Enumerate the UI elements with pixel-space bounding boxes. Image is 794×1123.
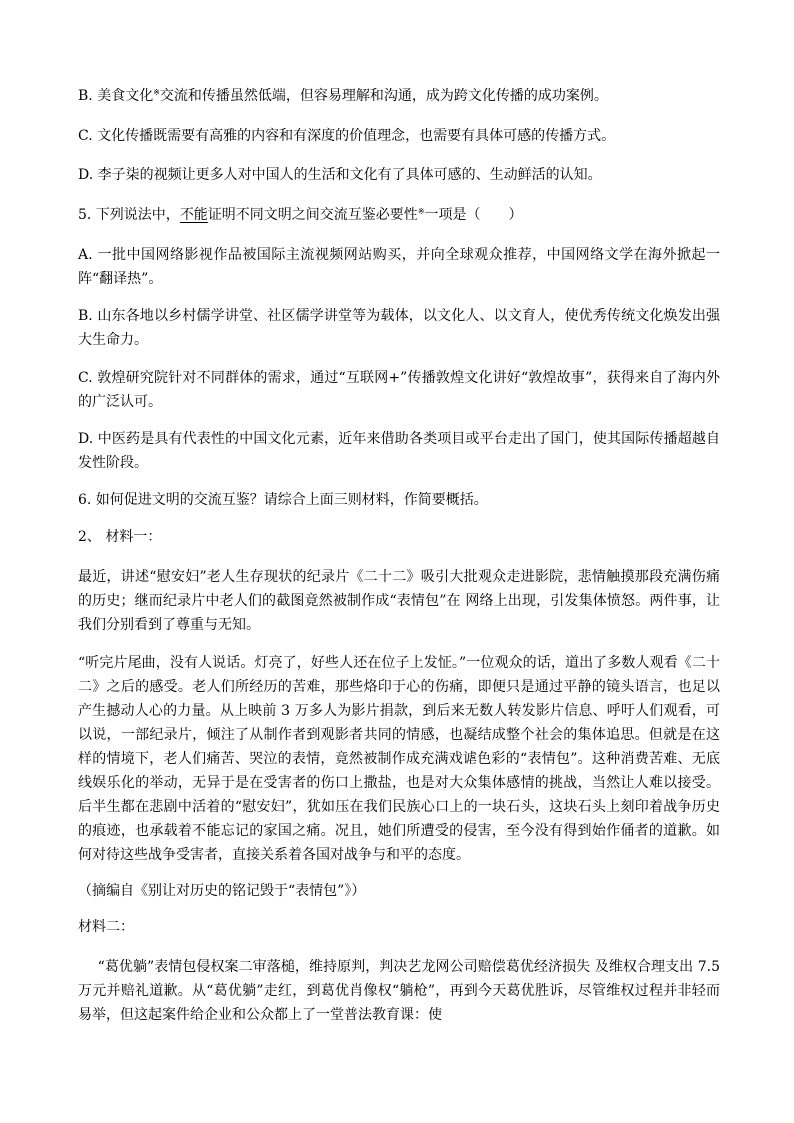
material-1-paragraph-1: 最近，讲述“慰安妇”老人生存现状的纪录片《二十二》吸引大批观众走进影院，悲情触摸那段充满伤痛的历史；继而纪录片中老人们的截图竟然被制作成“表情包”在 网络上出现，引发集体愤怒。两件事，让我们分别看到了尊重与无知。 xyxy=(78,569,720,633)
option-b: B. 美食文化※交流和传播虽然低端，但容易理解和沟通，成为跨文化传播的成功案例。 xyxy=(78,88,608,104)
material-1-source: （摘编自《别让对历史的铭记毁于“表情包”》） xyxy=(78,883,366,899)
question-5: 5. 下列说法中，不能证明不同文明之间交流互鉴必要性※一项是（ ） xyxy=(78,207,523,223)
question-5-option-d: D. 中医药是具有代表性的中国文化元素，近年来借助各类项目或平台走出了国门，使其国际传播超越自发性阶段。 xyxy=(78,431,720,471)
question-5-option-c: C. 敦煌研究院针对不同群体的需求，通过“互联网+”传播敦煌文化讲好“敦煌故事”，获得来自了海内外的广泛认可。 xyxy=(78,370,720,410)
option-c: C. 文化传播既需要有高雅的内容和有深度的价值理念，也需要有具体可感的传播方式。 xyxy=(78,128,616,144)
option-d: D. 李子柒的视频让更多人对中国人的生活和文化有了具体可感的、生动鲜活的认知。 xyxy=(78,167,602,183)
document-page xyxy=(78,84,720,1027)
material-2-heading: 材料二： xyxy=(78,919,134,935)
material-1-paragraph-2: “听完片尾曲，没有人说话。灯亮了，好些人还在位子上发怔。”一位观众的话，道出了多数人观看《二十二》之后的感受。老人们所经历的苦难，那些烙印于心的伤痛，即便只是通过平静的镜头语言，也足以产生撼动人心的力量。从上映前 3 万多人为影片捐款，到后来无数人转发影片信息、呼吁人们观看，可以说，一部纪录片，倾注了从制作者到观影者共同的情感，也凝结成整个社会的集体追思。但就是在这样的情境下，老人们痛苦、哭泣的表情，竟然被制作成充满戏谑色彩的“表情包”。这种消费苦难、无底线娱乐化的举动，无异于是在受害者的伤口上撒盐，也是对大众集体感情的挑战，当然让人难以接受。后半生都在悲剧中活着的“慰安妇”，犹如压在我们民族心口上的一块石头，这块石头上刻印着战争历史的痕迹，也承载着不能忘记的家国之痛。况且，她们所遭受的侵害，至今没有得到始作俑者的道歉。如何对待这些战争受害者，直接关系着各国对战争与和平的态度。 xyxy=(78,655,720,863)
section-2-heading: 2、 材料一： xyxy=(78,529,162,545)
question-5-option-a: A. 一批中国网络影视作品被国际主流视频网站购买，并向全球观众推荐，中国网络文学在海外掀起一阵“翻译热”。 xyxy=(78,247,720,287)
material-2-paragraph-1: “葛优躺”表情包侵权案二审落槌，维持原判，判决艺龙网公司赔偿葛优经济损失 及维权合理支出 7.5 万元并赔礼道歉。从“葛优躺”走红，到葛优肖像权“躺枪”，再到今天葛优胜诉，尽管维权过程并非轻而易举，但这起案件给企业和公众都上了一堂普法教育课：使 xyxy=(78,959,720,1023)
underlined-word: 不能 xyxy=(179,207,208,223)
question-6: 6. 如何促进文明的交流互鉴？请综合上面三则材料，作简要概括。 xyxy=(78,492,488,508)
reference-mark: ※ xyxy=(417,207,425,216)
question-5-option-b: B. 山东各地以乡村儒学讲堂、社区儒学讲堂等为载体，以文化人、以文育人，使优秀传统文化焕发出强大生命力。 xyxy=(78,308,720,348)
reference-mark: ※ xyxy=(153,88,160,97)
